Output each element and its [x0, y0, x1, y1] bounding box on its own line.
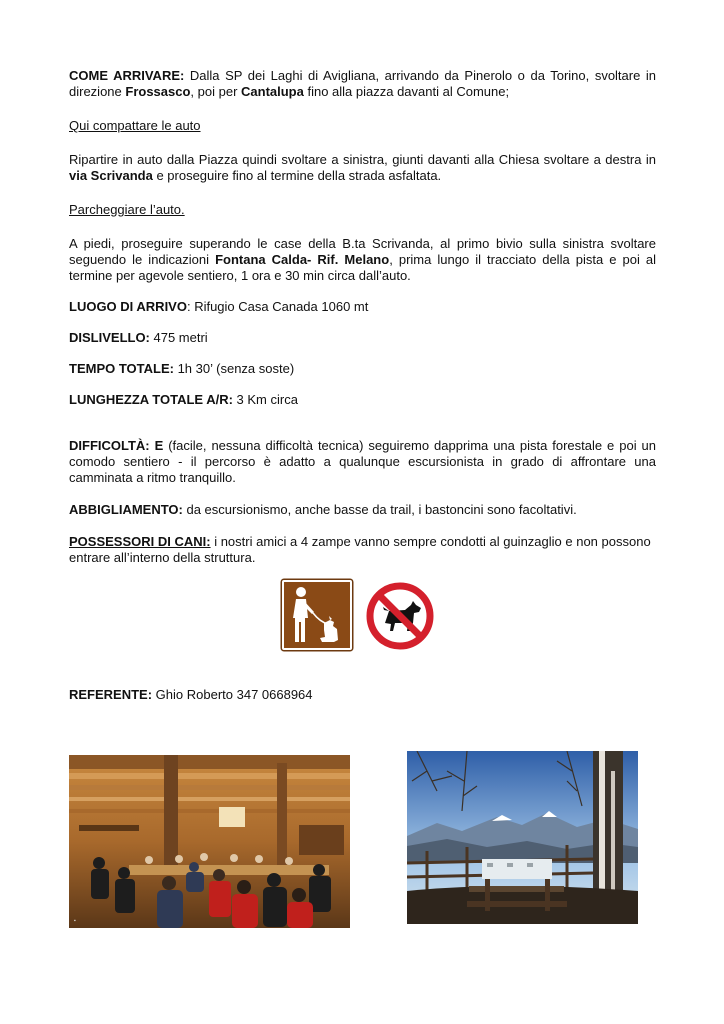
walk-text-2: , prima lungo il tracciato della pista e poi al termine per agevole sentiero, 1 ora e 30 min circa dall’auto.: [69, 252, 656, 283]
dog-owners-paragraph: [69, 534, 656, 566]
total-length-label: LUNGHEZZA TOTALE A/R:: [69, 392, 233, 407]
dog-owners-text: i nostri amici a 4 zampe vanno sempre condotti al guinzaglio e non possono entrare all’interno della struttura.: [69, 534, 651, 565]
how-to-arrive-label: COME ARRIVARE:: [69, 68, 185, 83]
photo-caption: ▪: [74, 918, 76, 924]
park-note: Parcheggiare l’auto.: [69, 202, 185, 217]
restart-text-2: e proseguire fino al termine della strada asfaltata.: [152, 168, 442, 183]
walk-paragraph: [69, 236, 656, 284]
how-to-arrive-paragraph: [69, 68, 656, 100]
refuge-interior-photo: [69, 755, 350, 928]
how-to-arrive-text-3: fino alla piazza davanti al Comune;: [303, 84, 510, 99]
arrival-value: : Rifugio Casa Canada 1060 mt: [186, 299, 369, 314]
how-to-arrive-text: Dalla SP dei Laghi di Avigliana, arrivando da Pinerolo o da Torino, svoltare in direzione: [69, 68, 657, 99]
difficulty-paragraph: [69, 438, 656, 486]
place-cantalupa: Cantalupa: [241, 84, 304, 99]
referent-label: REFERENTE:: [69, 687, 153, 702]
total-time-label: TEMPO TOTALE:: [69, 361, 174, 376]
referent-line: [69, 687, 313, 703]
picnic-table-mountain-photo: [407, 751, 638, 924]
elevation-label: DISLIVELLO:: [69, 330, 150, 345]
trail-signs: Fontana Calda- Rif. Melano: [215, 252, 390, 267]
clothing-line: [69, 502, 656, 518]
dog-on-leash-icon: [282, 580, 352, 650]
elevation-line: [69, 330, 656, 346]
how-to-arrive-text-2: , poi per: [190, 84, 242, 99]
dog-signs: [282, 580, 442, 650]
restart-paragraph: [69, 152, 656, 184]
walk-text: A piedi, proseguire superando le case della B.ta Scrivanda, al primo bivio sulla sinistra svoltare seguendo le indicazioni: [69, 236, 656, 267]
total-time-line: [69, 361, 656, 377]
arrival-line: [69, 299, 656, 315]
total-time-value: 1h 30’ (senza soste): [173, 361, 295, 376]
street-name: via Scrivanda: [69, 168, 153, 183]
dog-owners-label: POSSESSORI DI CANI:: [69, 534, 211, 549]
clothing-text: da escursionismo, anche basse da trail, i bastoncini sono facoltativi.: [182, 502, 577, 517]
total-length-value: 3 Km circa: [232, 392, 298, 407]
total-length-line: [69, 392, 656, 408]
referent-value: Ghio Roberto 347 0668964: [152, 687, 313, 702]
elevation-value: 475 metri: [149, 330, 208, 345]
no-dogs-icon: [365, 581, 435, 651]
difficulty-label: DIFFICOLTÀ:: [69, 438, 150, 453]
restart-text: Ripartire in auto dalla Piazza quindi svoltare a sinistra, giunti davanti alla Chiesa svoltare a destra in: [69, 152, 656, 167]
difficulty-grade: E: [149, 438, 164, 453]
document-body: [69, 68, 656, 566]
difficulty-text: (facile, nessuna difficoltà tecnica) seguiremo dapprima una pista forestale e poi un comodo sentiero - il percorso è adatto a qualunque escursionista in grado di affrontare una camminata a ritmo tranquillo.: [69, 438, 656, 485]
arrival-label: LUOGO DI ARRIVO: [69, 299, 187, 314]
compact-cars-note: Qui compattare le auto: [69, 118, 201, 133]
clothing-label: ABBIGLIAMENTO:: [69, 502, 183, 517]
place-frossasco: Frossasco: [125, 84, 191, 99]
